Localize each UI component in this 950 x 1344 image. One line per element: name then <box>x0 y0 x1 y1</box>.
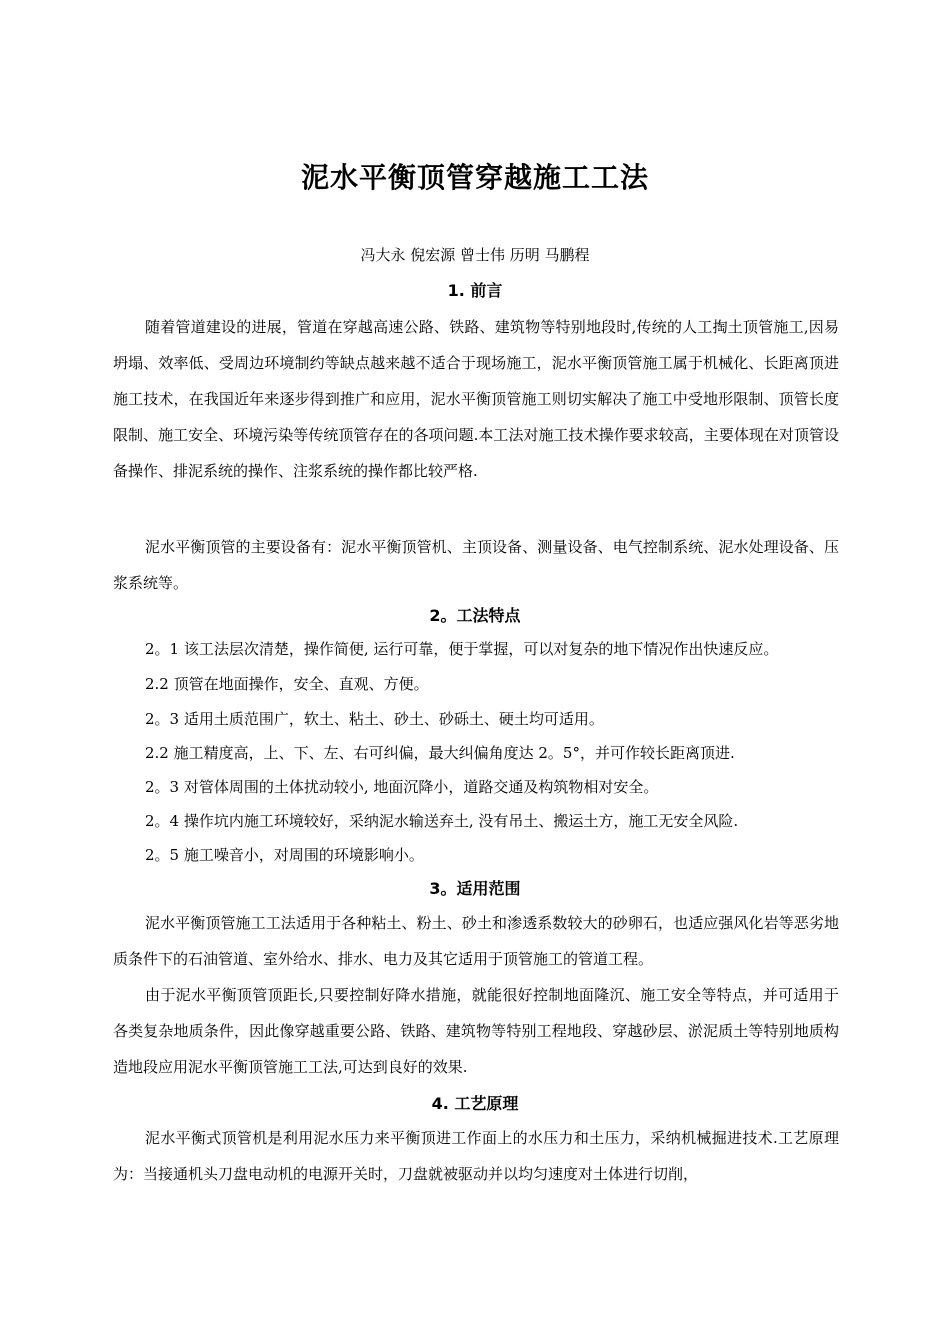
section-1-paragraph-1: 随着管道建设的进展，管道在穿越高速公路、铁路、建筑物等特别地段时,传统的人工掏土顶管施工,因易坍塌、效率低、受周边环境制约等缺点越来越不适合于现场施工，泥水平衡顶管施工属于机械化、长距离顶进施工技术，在我国近年来逐步得到推广和应用，泥水平衡顶管施工则切实解决了施工中受地形限制、顶管长度限制、施工安全、环境污染等传统顶管存在的各项问题.本工法对施工技术操作要求较高，主要体现在对顶管设备操作、排泥系统的操作、注浆系统的操作都比较严格. <box>113 318 839 480</box>
section-2-item: 2。1 该工法层次清楚，操作简便, 运行可靠，便于掌握，可以对复杂的地下情况作出快速反应。 <box>145 640 779 658</box>
section-2-item: 2.2 顶管在地面操作，安全、直观、方便。 <box>145 675 429 693</box>
section-2-item: 2。4 操作坑内施工环境较好，采纳泥水输送弃土, 没有吊土、搬运土方，施工无安全风险. <box>145 812 739 830</box>
section-3-paragraph-2: 由于泥水平衡顶管顶距长,只要控制好降水措施，就能很好控制地面隆沉、施工安全等特点，并可适用于各类复杂地质条件，因此像穿越重要公路、铁路、建筑物等特别工程地段、穿越砂层、淤泥质土等特别地质构造地段应用泥水平衡顶管施工工法,可达到良好的效果. <box>113 986 839 1076</box>
section-2-item: 2。3 对管体周围的土体扰动较小, 地面沉降小，道路交通及构筑物相对安全。 <box>145 778 659 796</box>
section-3-paragraph-1: 泥水平衡顶管施工工法适用于各种粘土、粉土、砂土和渗透系数较大的砂卵石，也适应强风化岩等恶劣地质条件下的石油管道、室外给水、排水、电力及其它适用于顶管施工的管道工程。 <box>113 914 839 968</box>
section-4-heading: 4. 工艺原理 <box>431 1094 519 1113</box>
section-2-item: 2。3 适用土质范围广，软土、粘土、砂土、砂砾土、硬土均可适用。 <box>145 710 604 728</box>
section-2-item: 2.2 施工精度高，上、下、左、右可纠偏，最大纠偏角度达 2。5°，并可作较长距离顶进. <box>145 744 735 762</box>
section-2-heading: 2。工法特点 <box>429 606 521 625</box>
document-title: 泥水平衡顶管穿越施工工法 <box>300 161 649 194</box>
section-3-heading: 3。适用范围 <box>429 879 521 898</box>
document-authors: 冯大永 倪宏源 曾士伟 历明 马鹏程 <box>360 246 590 264</box>
section-1-paragraph-2: 泥水平衡顶管的主要设备有：泥水平衡顶管机、主顶设备、测量设备、电气控制系统、泥水处理设备、压浆系统等。 <box>113 538 839 592</box>
section-4-paragraph-1: 泥水平衡式顶管机是利用泥水压力来平衡顶进工作面上的水压力和土压力，采纳机械掘进技术.工艺原理为：当接通机头刀盘电动机的电源开关时，刀盘就被驱动并以均匀速度对土体进行切削， <box>113 1129 839 1183</box>
section-2-item: 2。5 施工噪音小，对周围的环境影响小。 <box>145 846 424 864</box>
section-1-heading: 1. 前言 <box>447 281 503 300</box>
